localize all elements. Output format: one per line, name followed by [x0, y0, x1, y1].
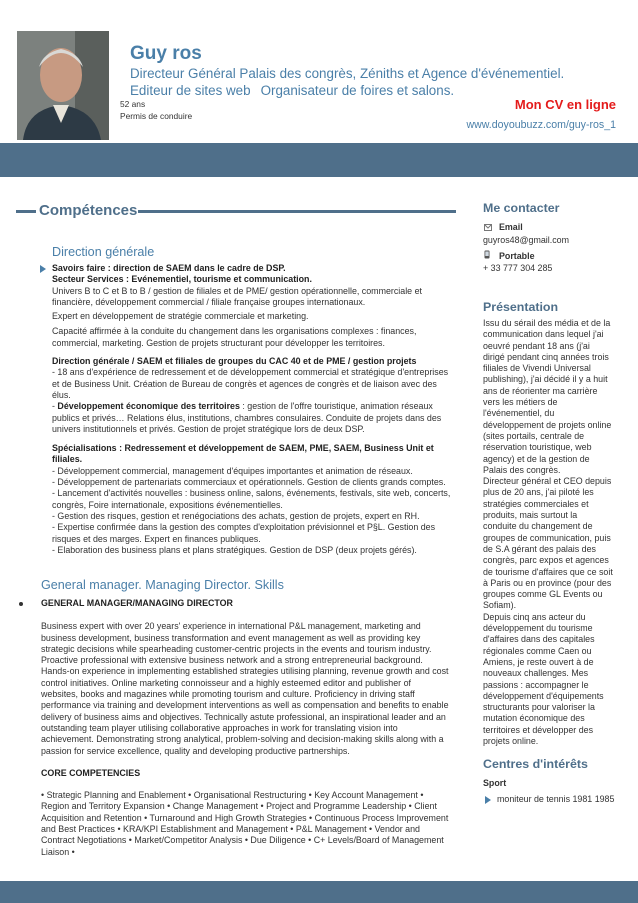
presentation-line: développement d'équipements — [483, 690, 604, 701]
specialisations-item: - Gestion des risques, gestion et renégociations des achats, gestion de projets, expert en RH. — [52, 510, 420, 521]
specialisations-label: Spécialisations — [52, 443, 117, 454]
manager-line: delivery of business aims and objectives. Technically astute professional, an inspirational leader and an — [41, 711, 446, 722]
presentation-line: Depuis cinq ans acteur du — [483, 611, 586, 622]
presentation-line: publishing), j'ai décidé il y a huit — [483, 374, 608, 385]
presentation-line: de tourisme d'affaires que ce soit — [483, 566, 613, 577]
saem-title: Direction générale / SAEM et filiales de groupes du CAC 40 et de PME / gestion projets — [52, 356, 417, 367]
job-title-web-editor: Editeur de sites web — [130, 83, 251, 98]
core-line: • Strategic Planning and Enablement • Organisational Restructuring • Key Account Management • — [41, 790, 424, 801]
manager-line: strategic decisions while spearheading customer-centric projects in the events and tourism industry. — [41, 643, 432, 654]
profile-photo — [17, 31, 109, 140]
specialisations-item: congrès, Foire internationale, expositions événementielles. — [52, 499, 283, 510]
presentation-line: structurants pour valoriser la — [483, 702, 595, 713]
presentation-line: Directeur général et CEO depuis — [483, 476, 612, 487]
territories-line: - Développement économique des territoires : gestion de l'offre touristique, animation réseaux — [52, 401, 433, 412]
core-line: Acquisition and Retention • Turnaround and High Growth Strategies • Continuous Process Improvement — [41, 812, 449, 823]
presentation-line: ans de réorienter ma carrière — [483, 385, 598, 396]
job-title-line-2 — [130, 83, 454, 98]
saem-line: et de Business Unit. Création de Bureau de congrès et agences de congrès et de liaison avec des — [52, 378, 437, 389]
territories-line: univers institutionnels et privés. Gestion de projet stratégique lors de deux DSP. — [52, 423, 365, 434]
specialisations-rest: : Redressement et développement de SAEM, PME, SAEM, Business Unit et — [116, 443, 434, 454]
email-label: Email — [499, 222, 523, 232]
presentation-line: à Paris ou en province (pour des — [483, 577, 612, 588]
specialisations-item: - Elaboration des business plans et plans stratégiques. Gestion de DSP (deux projets gérés). — [52, 544, 417, 555]
manager-block — [41, 598, 449, 858]
territories-line: publics et privés… Relations élus, institutions, chambres consulaires. Conduite de projets dans des — [52, 412, 442, 423]
saem-line: - 18 ans d'expérience de redressement et de développement commercial et stratégique d'entreprises — [52, 367, 449, 378]
competences-title: Compétences — [39, 202, 138, 219]
online-cv-link[interactable]: www.doyoubuzz.com/guy-ros_1 — [466, 119, 616, 131]
presentation-line: passions : accompagner le — [483, 679, 589, 690]
direction-line: commercial, marketing. Gestion de projets structurant pour développer les territoires. — [52, 337, 385, 348]
presentation-line: territoires et développer des — [483, 724, 594, 735]
direction-line: financière, développement commercial / filiale française groupes internationaux. — [52, 296, 366, 307]
manager-line: outstanding team player utilising collaborative approaches in work for translating vision into — [41, 722, 398, 733]
heading-rule-right — [138, 210, 456, 213]
presentation-line: Amiens, je reste ouvert à de — [483, 656, 594, 667]
presentation-line: Palais des congrès. — [483, 464, 561, 475]
manager-line: achievement. Demonstrating strong analytical, problem-solving and decision-making skills along with a — [41, 734, 444, 745]
dot-bullet-icon — [19, 602, 23, 606]
presentation-line: (sites portails, centrale de — [483, 430, 585, 441]
presentation-line: plus de 20 ans, j'ai piloté les — [483, 487, 594, 498]
core-line: Contract Negotiations • Market/Competitor Analysis • Due Diligence • C+ Levels/Board of Management — [41, 835, 444, 846]
manager-heading: GENERAL MANAGER/MANAGING DIRECTOR — [41, 598, 233, 608]
presentation-line: mutation économique des — [483, 713, 585, 724]
presentation-line: oeuvré pendant 18 ans (j'ai — [483, 340, 590, 351]
presentation-line: l'événementiel, du — [483, 408, 555, 419]
presentation-line: développement du tourisme — [483, 623, 593, 634]
manager-line: control initiatives. Online marketing connoisseur and a highly esteemed editor and publisher of — [41, 677, 412, 688]
triangle-bullet-icon — [485, 796, 491, 804]
core-line: and Best Practices • KRA/KPI Establishment and Management • P&L Management • Vendor and — [41, 824, 420, 835]
phone-value[interactable]: + 33 777 304 285 — [483, 263, 553, 273]
presentation-line: de S.A gérant des palais des — [483, 543, 596, 554]
phone-label: Portable — [499, 251, 535, 261]
specialisations-item: - Expertise confirmée dans la gestion des comptes d'exploitation prévisionnel et P§L. Gestion des — [52, 522, 436, 533]
presentation-line: Issu du sérail des média et de la — [483, 318, 611, 328]
direction-line: Secteur Services : Evénementiel, tourisme et communication. — [52, 274, 312, 285]
online-cv-label: Mon CV en ligne — [514, 97, 616, 112]
age-info: 52 ans — [120, 99, 146, 109]
sport-item: moniteur de tennis 1981 1985 — [497, 794, 615, 804]
specialisations-item: risques et des marges. Expert en finances publiques. — [52, 533, 261, 544]
direction-line: Capacité affirmée à la conduite du changement dans les organisations complexes : finances, — [52, 326, 417, 337]
presentation-line: produits, mais surtout la — [483, 510, 578, 521]
interests-heading: Centres d'intérêts — [483, 757, 588, 771]
core-heading: CORE COMPETENCIES — [41, 767, 141, 778]
footer-band — [0, 881, 638, 903]
core-line: Region and Territory Expansion • Change Management • Project and Programme Leadership • Client — [41, 801, 437, 812]
person-name: Guy ros — [130, 43, 202, 64]
job-title-line-1: Directeur Général Palais des congrès, Zéniths et Agence d'événementiel. — [130, 66, 565, 81]
presentation-line: groupes de communication, puis — [483, 532, 611, 543]
presentation-line: dirigé pendant cinq années trois — [483, 351, 609, 362]
specialisations-line — [52, 443, 450, 454]
competences-heading — [16, 202, 456, 220]
manager-line: performance via training and development interventions as well as compensation and benefits to enable — [41, 700, 449, 711]
presentation-line: vers les métiers de — [483, 397, 558, 408]
manager-title: General manager. Managing Director. Skills — [41, 578, 284, 592]
presentation-line: Sofiam). — [483, 600, 517, 611]
manager-line: Business expert with over 20 years' experience in international P&L management, marketing and — [41, 621, 421, 632]
heading-rule-left — [16, 210, 36, 213]
header-band — [0, 143, 638, 177]
manager-line: Hands-on experience in implementing established strategies utilising planning, revenue growth and cost — [41, 666, 449, 677]
manager-line: passion for service excellence, quality and developing productive partnerships. — [41, 745, 350, 756]
saem-line: élus. — [52, 389, 71, 400]
presentation-line: développement de projets online — [483, 419, 612, 430]
presentation-line: groupes comme GL Events ou — [483, 589, 603, 600]
presentation-line: stratégies commerciales et — [483, 498, 589, 509]
specialisations-cont: filiales. — [52, 454, 83, 465]
specialisations-item: - Développement commercial, management d'équipes importantes et animation de réseaux. — [52, 465, 413, 476]
direction-title: Direction générale — [52, 245, 155, 259]
presentation-line: congrès, parc expos et agences — [483, 555, 609, 566]
core-line: Liaison • — [41, 846, 75, 857]
presentation-text — [483, 318, 613, 747]
manager-line: websites, books and magazines while promoting tourism and culture. Proficiency in driving staff — [41, 689, 415, 700]
presentation-line: d'affaires dans des capitales — [483, 634, 595, 645]
presentation-line: conduite du changement de — [483, 521, 593, 532]
mobile-phone-icon — [484, 250, 490, 259]
specialisations-item: - Développement de partenariats commerciaux et opérationnels. Gestion de clients grands comptes. — [52, 477, 446, 488]
direction-line: Expert en développement de stratégie commerciale et marketing. — [52, 311, 309, 322]
presentation-line: filiales de Vivendi Universal — [483, 363, 591, 374]
presentation-line: réservation touristique, web — [483, 442, 592, 453]
presentation-line: nouveaux challenges. Mes — [483, 668, 589, 679]
territories-bold: Développement économique des territoires — [57, 401, 240, 412]
direction-line: Univers B to C et B to B / gestion de filiales et de PME/ gestion opérationnelle, commerciale et — [52, 285, 422, 296]
email-icon — [484, 224, 492, 231]
direction-block — [52, 263, 450, 556]
presentation-line: communication dans lequel j'ai — [483, 329, 604, 340]
specialisations-item: - Lancement d'activités nouvelles : business online, salons, événements, festivals, site web, concerts, — [52, 488, 451, 499]
job-title-organizer: Organisateur de foires et salons. — [260, 83, 455, 98]
sport-label: Sport — [483, 778, 507, 788]
presentation-line: projets online. — [483, 735, 539, 746]
presentation-heading: Présentation — [483, 300, 559, 314]
presentation-line: régionales comme Caen ou — [483, 645, 592, 656]
manager-line: business development, business transformation and event management as well as providing key — [41, 632, 421, 643]
contact-heading: Me contacter — [483, 201, 560, 215]
manager-line: Proactive professional with extensive business network and a strong entrepreneurial background. — [41, 655, 423, 666]
direction-line: Savoirs faire : direction de SAEM dans le cadre de DSP. — [52, 263, 286, 273]
license-info: Permis de conduire — [120, 111, 193, 121]
presentation-line: agency) et de la gestion de — [483, 453, 590, 464]
email-value[interactable]: guyros48@gmail.com — [483, 235, 569, 245]
territories-rest: : gestion de l'offre touristique, animation réseaux — [239, 401, 433, 412]
triangle-bullet-icon — [40, 265, 46, 273]
